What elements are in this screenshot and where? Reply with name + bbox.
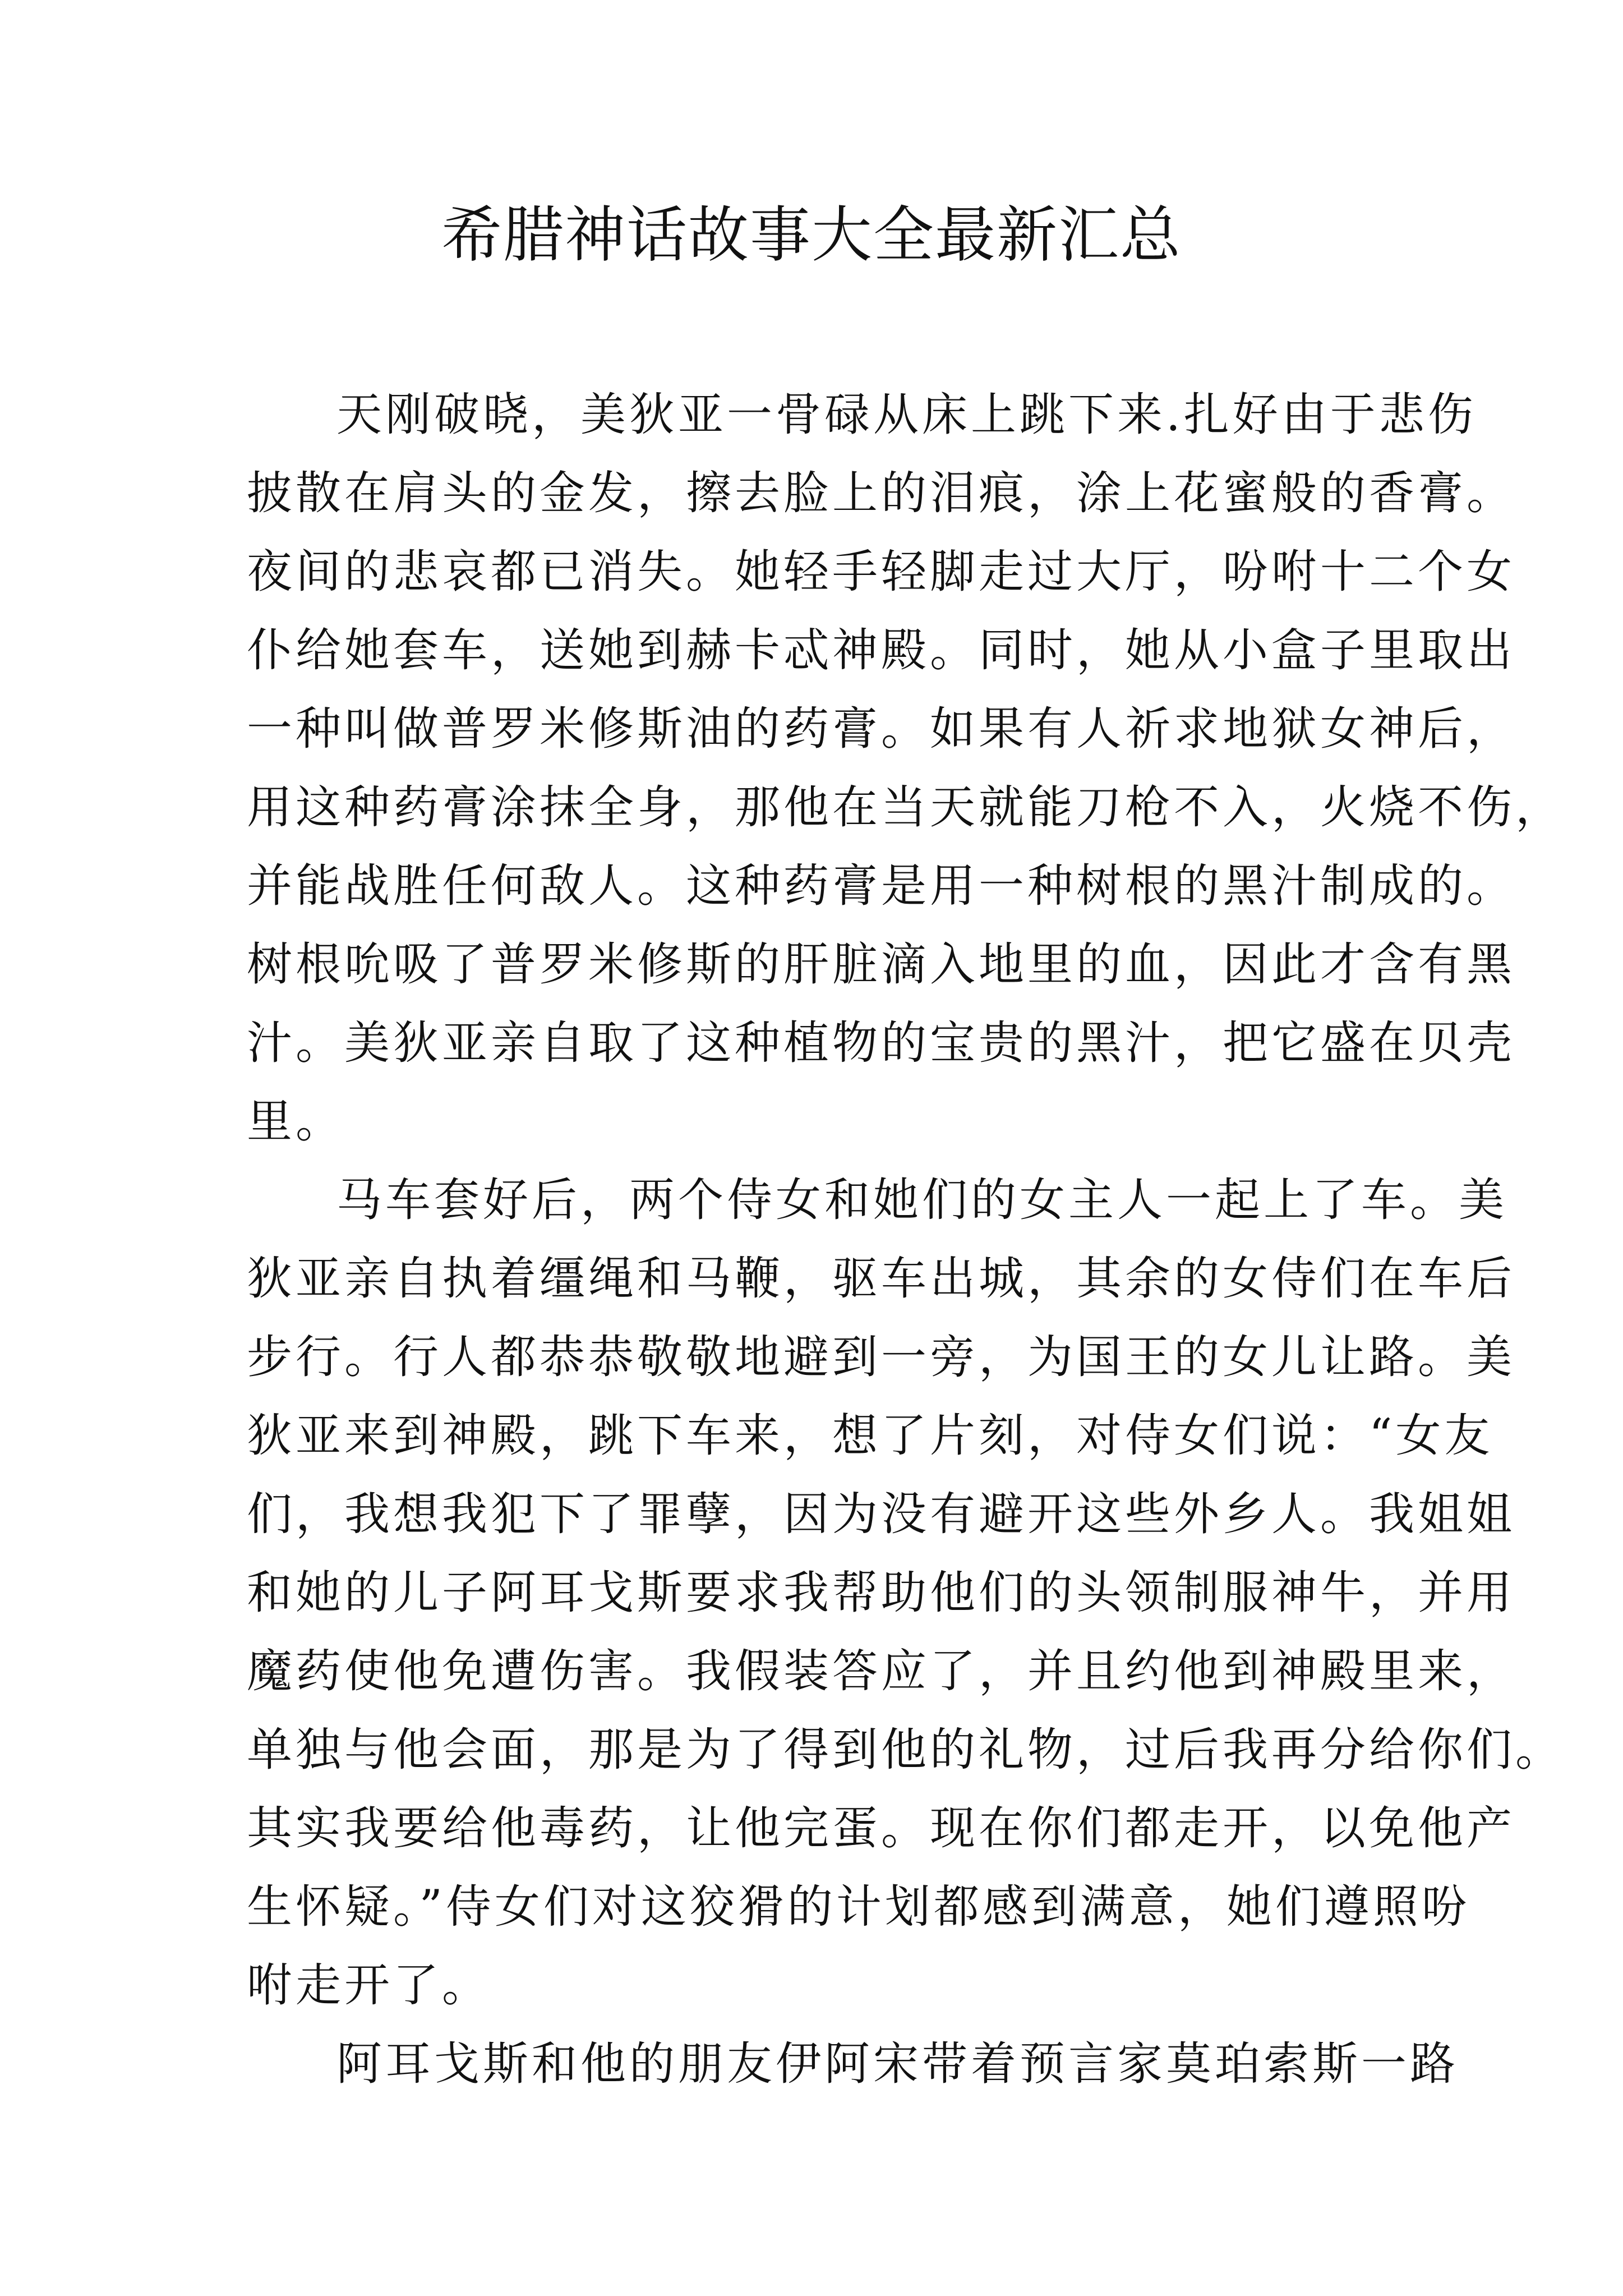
- paragraph-2-line-6: 和她的儿子阿耳戈斯要求我帮助他们的头领制服神牛，并用: [247, 1567, 1516, 1619]
- paragraph-1-line-7: 并能战胜任何敌人。这种药膏是用一种树根的黑汁制成的。: [247, 860, 1516, 913]
- paragraph-1-line-10: 里。: [247, 1096, 345, 1148]
- paragraph-1-line-4: 仆给她套车，送她到赫卡忒神殿。同时，她从小盒子里取出: [247, 624, 1516, 677]
- paragraph-1-line-3: 夜间的悲哀都已消失。她轻手轻脚走过大厅，吩咐十二个女: [247, 546, 1516, 599]
- paragraph-1-line-6: 用这种药膏涂抹全身，那他在当天就能刀枪不入，火烧不伤，: [247, 781, 1565, 834]
- paragraph-2-line-4: 狄亚来到神殿，跳下车来，想了片刻，对侍女们说：“女友: [247, 1410, 1493, 1462]
- paragraph-2-line-1: 马车套好后，两个侍女和她们的女主人一起上了车。美: [336, 1174, 1508, 1227]
- paragraph-2-line-10: 生怀疑。”侍女们对这狡猾的计划都感到满意，她们遵照吩: [247, 1881, 1470, 1934]
- paragraph-1-line-1: 天刚破晓，美狄亚一骨碌从床上跳下来.扎好由于悲伤: [336, 389, 1477, 441]
- paragraph-2-line-5: 们，我想我犯下了罪孽，因为没有避开这些外乡人。我姐姐: [247, 1488, 1516, 1541]
- document-title: 希腊神话故事大全最新汇总: [441, 200, 1182, 270]
- paragraph-3-line-1: 阿耳戈斯和他的朋友伊阿宋带着预言家莫珀索斯一路: [336, 2038, 1459, 2091]
- paragraph-1-line-8: 树根吮吸了普罗米修斯的肝脏滴入地里的血，因此才含有黑: [247, 938, 1516, 991]
- paragraph-2-line-9: 其实我要给他毒药，让他完蛋。现在你们都走开，以免他产: [247, 1802, 1516, 1855]
- paragraph-2-line-3: 步行。行人都恭恭敬敬地避到一旁，为国王的女儿让路。美: [247, 1331, 1516, 1384]
- paragraph-2-line-2: 狄亚亲自执着缰绳和马鞭，驱车出城，其余的女侍们在车后: [247, 1253, 1516, 1305]
- paragraph-1-line-9: 汁。美狄亚亲自取了这种植物的宝贵的黑汁，把它盛在贝壳: [247, 1017, 1516, 1070]
- paragraph-2-line-8: 单独与他会面，那是为了得到他的礼物，过后我再分给你们。: [247, 1724, 1565, 1777]
- paragraph-1-line-5: 一种叫做普罗米修斯油的药膏。如果有人祈求地狱女神后，: [247, 703, 1516, 756]
- paragraph-2-line-11: 咐走开了。: [247, 1959, 491, 2012]
- paragraph-2-line-7: 魔药使他免遭伤害。我假装答应了，并且约他到神殿里来，: [247, 1645, 1516, 1698]
- paragraph-1-line-2: 披散在肩头的金发，擦去脸上的泪痕，涂上花蜜般的香膏。: [247, 467, 1516, 520]
